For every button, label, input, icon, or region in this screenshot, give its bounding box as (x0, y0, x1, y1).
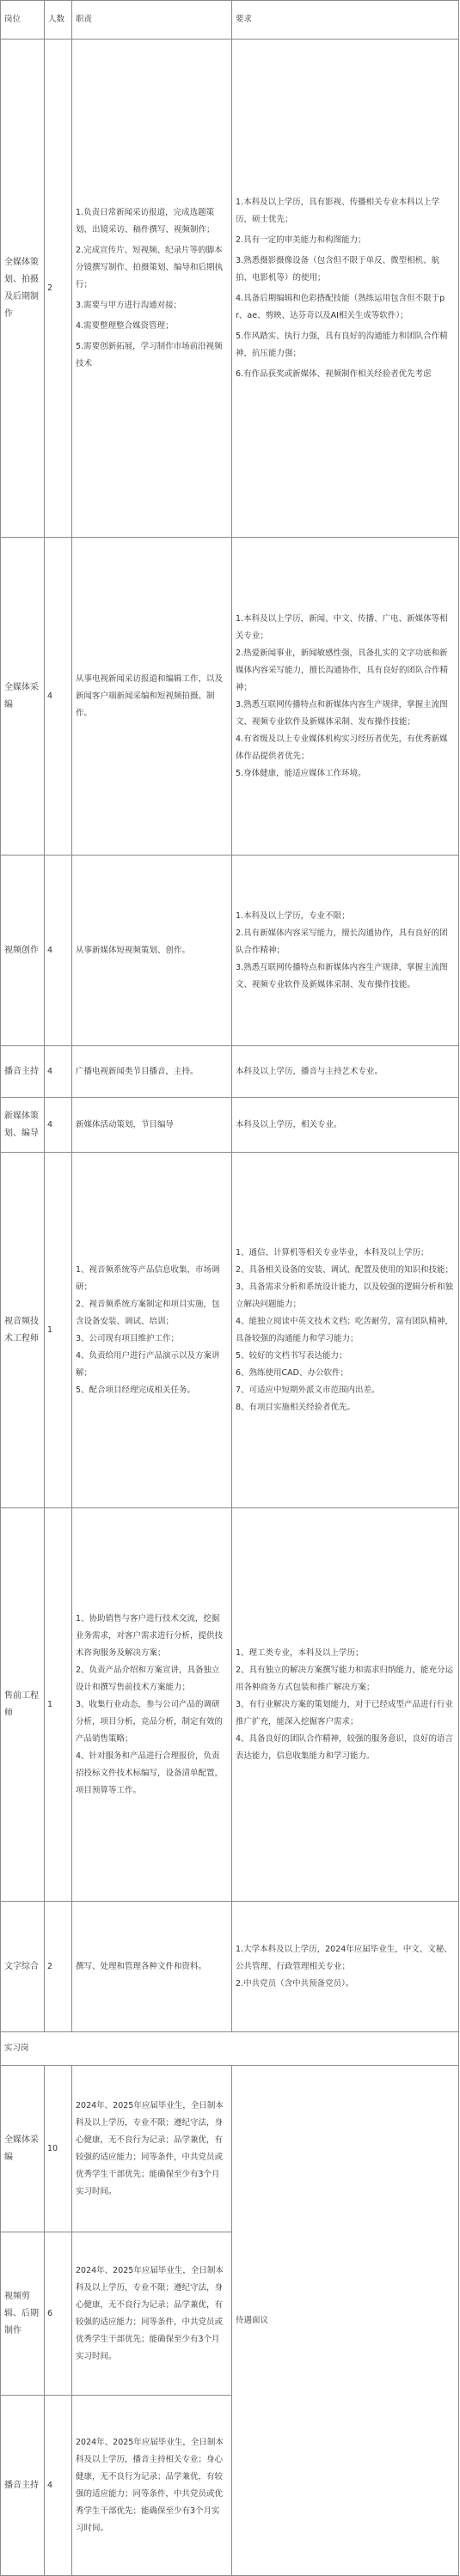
position-cell: 文字综合 (1, 1902, 45, 2032)
headcount-cell: 10 (45, 2066, 72, 2232)
requirement-item: 4、具备良好的团队合作精神，较强的服务意识，良好的语言表达能力，信息收集能力和学习能力。 (236, 1733, 454, 1761)
header-requirements: 要求 (232, 1, 459, 40)
requirement-item: 6.有作品获奖或新媒体、视频制作相关经验者优先考虑 (236, 368, 432, 379)
duty-item: 广播电视新闻类节目播音，主持。 (76, 1066, 199, 1076)
duty-item: 新媒体活动策划，节目编导 (76, 1119, 175, 1130)
table-row (1, 1153, 459, 1508)
requirements-cell (232, 1902, 459, 2032)
requirement-item: 8、有项目实施相关经验者优先。 (236, 1402, 356, 1412)
requirements-cell (232, 1153, 459, 1508)
duty-item: 4、负责给用户进行产品演示以及方案讲解； (76, 1350, 220, 1378)
table-row (1, 538, 459, 856)
requirement-item: 3、有行业解决方案的策划能力，对于已经成型产品进行行业推广扩充，能深入挖掘客户需求； (236, 1699, 454, 1726)
table-row (1, 1098, 459, 1153)
duty-item: 撰写、处理和管理各种文件和资料。 (76, 1961, 207, 1971)
headcount-cell: 2 (45, 1902, 72, 2032)
table-row (1, 1902, 459, 2032)
headcount-cell: 4 (45, 1046, 72, 1098)
headcount-cell: 4 (45, 1098, 72, 1153)
requirement-item: 2、具有独立的解决方案撰写能力和需求归纳能力，能充分运用各种商务方式包装和推广解决方案； (236, 1665, 454, 1692)
duties-cell (72, 2066, 232, 2232)
position-cell: 播音主持 (1, 1046, 45, 1098)
position-cell: 播音主持 (1, 2396, 45, 2576)
duties-cell (72, 2232, 232, 2396)
requirements-cell (232, 538, 459, 856)
internship-section-row (1, 2032, 459, 2066)
table-row (1, 2066, 459, 2232)
requirement-item: 1.本科及以上学历，新闻、中文、传播、广电、新媒体等相关专业； (236, 613, 448, 641)
headcount-cell: 2 (45, 40, 72, 538)
requirement-item: 2.具有新媒体内容采写能力，擅长沟通协作，具有良好的团队合作精神； (236, 928, 448, 955)
requirement-item: 1.大学本科及以上学历，2024年应届毕业生，中文、文秘、公共管理、行政管理相关专业； (236, 1944, 452, 1971)
requirement-item: 3.熟悉摄影摄像设备（包含但不限于单反、微型相机、航拍、电影机等）的使用； (236, 255, 440, 283)
requirements-cell (232, 1098, 459, 1153)
duty-item: 从事新媒体短视频策划、创作。 (76, 945, 191, 955)
duty-item: 3、收集行业动态，参与公司产品的调研分析，项目分析，竞品分析，制定有效的产品销售策略； (76, 1699, 224, 1744)
position-cell: 售前工程师 (1, 1508, 45, 1902)
duties-cell (72, 1046, 232, 1098)
header-position: 岗位 (1, 1, 45, 40)
requirement-item: 6、熟练使用CAD、办公软件； (236, 1367, 348, 1378)
duties-cell (72, 1508, 232, 1902)
requirement-item: 2、具备相关设备的安装、调试、配置及使用的知识和技能； (236, 1264, 454, 1275)
position-cell: 全媒体采编 (1, 2066, 45, 2232)
requirement-item: 3.熟悉互联网传播特点和新媒体内容生产规律，掌握主流图文、视频专业软件及新媒体采制、发布操作技能； (236, 699, 448, 727)
duty-item: 1、协助销售与客户进行技术交流，挖掘业务需求，对客户需求进行分析，提供技术咨询服务及解决方案； (76, 1613, 224, 1658)
requirements-cell (232, 1046, 459, 1098)
requirement-item: 5.作风踏实、执行力强，具有良好的沟通能力和团队合作精神，抗压能力强； (236, 331, 448, 358)
requirement-item: 5、较好的文档书写表达能力； (236, 1350, 347, 1361)
requirements-cell (232, 40, 459, 538)
duty-item: 2.完成宣传片、短视频、纪录片等的脚本分镜撰写制作、拍摄策划、编导和后期执行； (76, 245, 224, 289)
duty-item: 5、配合项目经理完成相关任务。 (76, 1385, 196, 1395)
duty-item: 4、针对服务和产品进行合理报价，负责招投标文件技术标编写，设备清单配置，项目预算等工作。 (76, 1751, 224, 1795)
requirement-item: 2.热爱新闻事业，新闻敏感性强，具备扎实的文字功底和新媒体内容采写能力，擅长沟通协作，具有良好的团队合作精神； (236, 648, 449, 692)
duties-cell (72, 2396, 232, 2576)
position-cell: 视频创作 (1, 856, 45, 1046)
requirement-item: 1.本科及以上学历，专业不限； (236, 910, 350, 921)
requirement-item: 1、通信、计算机等相关专业毕业，本科及以上学历； (236, 1247, 429, 1258)
requirement-item: 本科及以上学历，播音与主持艺术专业。 (236, 1066, 383, 1076)
table-row (1, 1046, 459, 1098)
requirement-item: 1、理工类专业，本科及以上学历； (236, 1647, 364, 1658)
headcount-cell: 6 (45, 2232, 72, 2396)
duties-cell (72, 1902, 232, 2032)
header-count: 人数 (45, 1, 72, 40)
table-header-row (1, 1, 459, 40)
requirement-item: 4、能独立阅读中英文技术文档；吃苦耐劳，富有团队精神，具备较强的沟通能力和学习能力； (236, 1316, 454, 1343)
duty-item: 4.需要整理整合媒资管理； (76, 320, 174, 331)
position-cell: 新媒体策划、编导 (1, 1098, 45, 1153)
duties-cell (72, 856, 232, 1046)
requirement-item: 3.熟悉互联网传播特点和新媒体内容生产规律，掌握主流图文、视频专业软件及新媒体采制、发布操作技能。 (236, 962, 448, 990)
position-cell: 全媒体策划、拍摄及后期制作 (1, 40, 45, 538)
duties-cell (72, 40, 232, 538)
table-row (1, 1508, 459, 1902)
requirement-item: 4.具备后期编辑和色彩搭配技能（熟练运用包含但不限于pr、ae、剪映、达芬奇以及AI相关生成等软件）； (236, 293, 445, 320)
position-cell: 全媒体采编 (1, 538, 45, 856)
duty-item: 5.需要创新拓展，学习制作市场前沿视频技术 (76, 341, 223, 368)
duty-item: 2024年、2025年应届毕业生，全日制本科及以上学历，播音主持相关专业；身心健康，无不良行为记录；品学兼优，有较强的适应能力；同等条件，中共党员或优秀学生干部优先；能确保至少有3个月实习时间。 (76, 2437, 224, 2533)
duty-item: 2024年、2025年应届毕业生，全日制本科及以上学历，专业不限；遵纪守法，身心健康，无不良行为记录；品学兼优，有较强的适应能力；同等条件，中共党员或优秀学生干部优先；能确保至少有3个月实习时间。 (76, 2265, 224, 2361)
duties-cell (72, 1098, 232, 1153)
duty-item: 2、视音频系统方案制定和项目实施，包含设备安装、调试、培训； (76, 1299, 220, 1326)
duty-item: 2024年、2025年应届毕业生，全日制本科及以上学历，专业不限；遵纪守法，身心健康，无不良行为记录；品学兼优，有较强的适应能力；同等条件，中共党员或优秀学生干部优先；能确保至少有3个月实习时间。 (76, 2100, 224, 2196)
requirement-item: 本科及以上学历，相关专业。 (236, 1119, 342, 1130)
duties-cell (72, 1153, 232, 1508)
duty-item: 3、公司现有项目维护工作； (76, 1333, 180, 1343)
table-row (1, 40, 459, 538)
table-row (1, 856, 459, 1046)
duty-item: 3.需要与甲方进行沟通对接； (76, 300, 182, 310)
header-duties: 职责 (72, 1, 232, 40)
duties-cell (72, 538, 232, 856)
headcount-cell: 4 (45, 538, 72, 856)
headcount-cell: 1 (45, 1153, 72, 1508)
headcount-cell: 4 (45, 856, 72, 1046)
duty-item: 从事电视新闻采访报道和编辑工作，以及新闻客户端新闻采编和短视频拍摄、制作。 (76, 673, 224, 718)
duty-item: 1.负责日常新闻采访报道，完成选题策划、出镜采访、稿件撰写、视频制作； (76, 207, 215, 234)
requirement-item: 2.中共党员（含中共预备党员）。 (236, 1978, 354, 1988)
headcount-cell: 1 (45, 1508, 72, 1902)
requirement-item: 3、具备需求分析和系统设计能力，以及较强的逻辑分析和独立解决问题能力； (236, 1282, 454, 1309)
requirement-item: 4.有省级及以上专业媒体机构实习经历者优先，有优秀新媒体作品提供者优先； (236, 734, 448, 761)
internship-requirements-cell: 待遇面议 (232, 2066, 459, 2576)
requirements-cell (232, 856, 459, 1046)
requirements-cell (232, 1508, 459, 1902)
requirement-item: 2.具有一定的审美能力和构图能力； (236, 234, 366, 245)
requirement-item: 5.身体健康，能适应媒体工作环境。 (236, 768, 366, 778)
duty-item: 1、视音频系统等产品信息收集，市场调研； (76, 1264, 220, 1292)
requirement-item: 7、可适应中短期外派文市范围内出差。 (236, 1385, 380, 1395)
position-cell: 视音频技术工程师 (1, 1153, 45, 1508)
duty-item: 2、负责产品介绍和方案宣讲，具备独立设计和撰写售前技术方案能力； (76, 1665, 220, 1692)
requirement-item: 1.本科及以上学历，具有影视、传播相关专业本科以上学历，硕士优先； (236, 197, 440, 224)
headcount-cell: 4 (45, 2396, 72, 2576)
internship-section-title: 实习岗 (1, 2032, 459, 2066)
position-cell: 视频剪辑、后期制作 (1, 2232, 45, 2396)
